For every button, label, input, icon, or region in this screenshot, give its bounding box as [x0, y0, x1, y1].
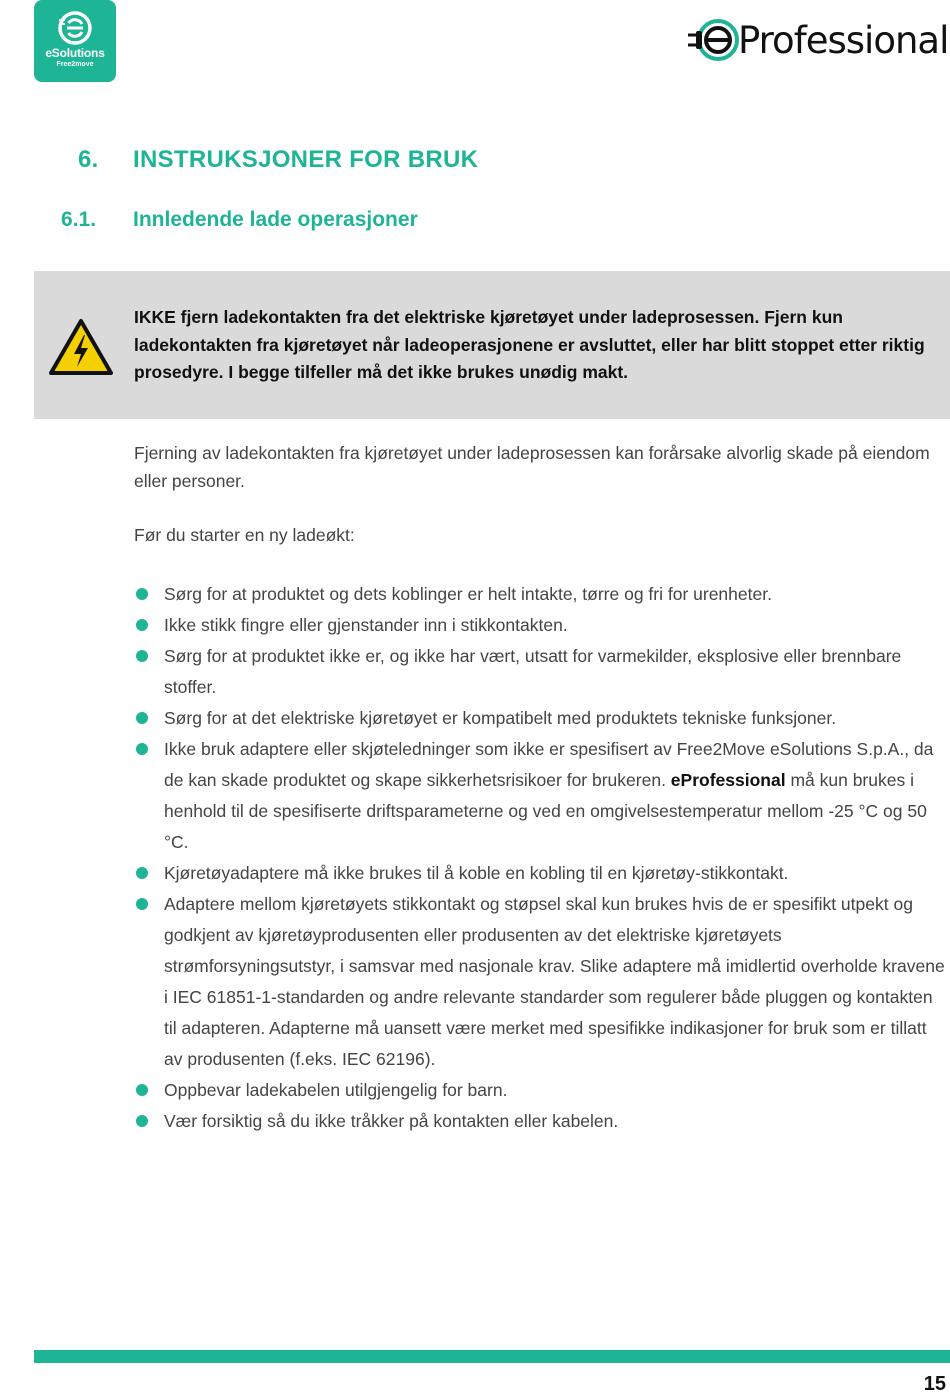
bullet-icon [136, 650, 148, 662]
bullet-icon [136, 619, 148, 631]
list-item-text: Ikke stikk fingre eller gjenstander inn i stikkontakten. [164, 615, 568, 635]
section-title: INSTRUKSJONER FOR BRUK [133, 146, 479, 173]
list-item-text-after: må kun brukes i henhold til de spesifiserte driftsparameterne og ved en omgivelsestemperatur mellom -25 °C og 50 °C. [164, 770, 927, 852]
list-item [134, 610, 946, 641]
subsection-title: Innledende lade operasjoner [133, 208, 418, 231]
list-item [134, 889, 946, 1075]
section-number: 6. [78, 146, 99, 173]
bullet-icon [136, 1115, 148, 1127]
list-item [134, 703, 946, 734]
list-item [134, 734, 946, 858]
eprofessional-logo [688, 17, 950, 63]
e-plug-icon [688, 17, 740, 63]
list-item [134, 579, 946, 610]
list-item-text: Sørg for at produktet og dets koblinger er helt intakte, tørre og fri for urenheter. [164, 584, 772, 604]
footer-bar [34, 1350, 950, 1363]
paragraph-intro: Før du starter en ny ladeøkt: [134, 525, 355, 545]
checklist [134, 579, 946, 1137]
list-item [134, 1075, 946, 1106]
electrical-hazard-icon [48, 318, 114, 376]
bullet-icon [136, 1084, 148, 1096]
paragraph-risk: Fjerning av ladekontakten fra kjøretøyet under ladeprosessen kan forårsake alvorlig skade på eiendom eller personer. [134, 443, 930, 491]
logo-brand: eSolutions [45, 46, 105, 60]
list-item-text [164, 739, 933, 852]
warning-box [34, 271, 950, 419]
warning-text: IKKE fjern ladekontakten fra det elektriske kjøretøyet under ladeprosessen. Fjern kun ladekontakten fra kjøretøyet når ladeoperasjonene er avsluttet, eller har blitt stoppet etter riktig prosedyre. I begge tilfeller må det ikke brukes unødig makt. [134, 307, 925, 382]
bullet-icon [136, 743, 148, 755]
list-item-text: Sørg for at det elektriske kjøretøyet er kompatibelt med produktets tekniske funksjoner. [164, 708, 837, 728]
list-item-text: Adaptere mellom kjøretøyets stikkontakt og støpsel skal kun brukes hvis de er spesifikt utpekt og godkjent av kjøretøyprodusenten eller produsenten av det elektriske kjøretøyets strømforsyningsutstyr, i samsvar med nasjonale krav. Slike adaptere må imidlertid overholde kravene i IEC 61851-1-standarden og andre relevante standarder som regulerer både pluggen og kontakten til adapteren. Adapterne må uansett være merket med spesifikke indikasjoner for bruk som er tillatt av produsenten (f.eks. IEC 62196). [164, 894, 945, 1069]
page-number: 15 [923, 1373, 946, 1395]
esolutions-logo [34, 0, 116, 82]
bullet-icon [136, 898, 148, 910]
bullet-icon [136, 588, 148, 600]
e-plug-icon [57, 10, 93, 46]
list-item [134, 1106, 946, 1137]
product-name: eProfessional [670, 770, 786, 790]
list-item-text: Vær forsiktig så du ikke tråkker på kontakten eller kabelen. [164, 1111, 619, 1131]
logo-sub: Free2move [56, 61, 94, 68]
list-item-text: Kjøretøyadaptere må ikke brukes til å koble en kobling til en kjøretøy-stikkontakt. [164, 863, 789, 883]
list-item-text: Sørg for at produktet ikke er, og ikke har vært, utsatt for varmekilder, eksplosive eller brennbare stoffer. [164, 646, 902, 697]
subsection-number: 6.1. [61, 208, 97, 231]
list-item [134, 641, 946, 703]
bullet-icon [136, 867, 148, 879]
logo-word: Professional [738, 19, 949, 62]
bullet-icon [136, 712, 148, 724]
list-item [134, 858, 946, 889]
list-item-text-before: Ikke bruk adaptere eller skjøteledninger som ikke er spesifisert av Free2Move eSolutions S.p.A., da de kan skade produktet og skape sikkerhetsrisikoer for brukeren. [164, 739, 934, 790]
list-item-text: Oppbevar ladekabelen utilgjengelig for barn. [164, 1080, 508, 1100]
